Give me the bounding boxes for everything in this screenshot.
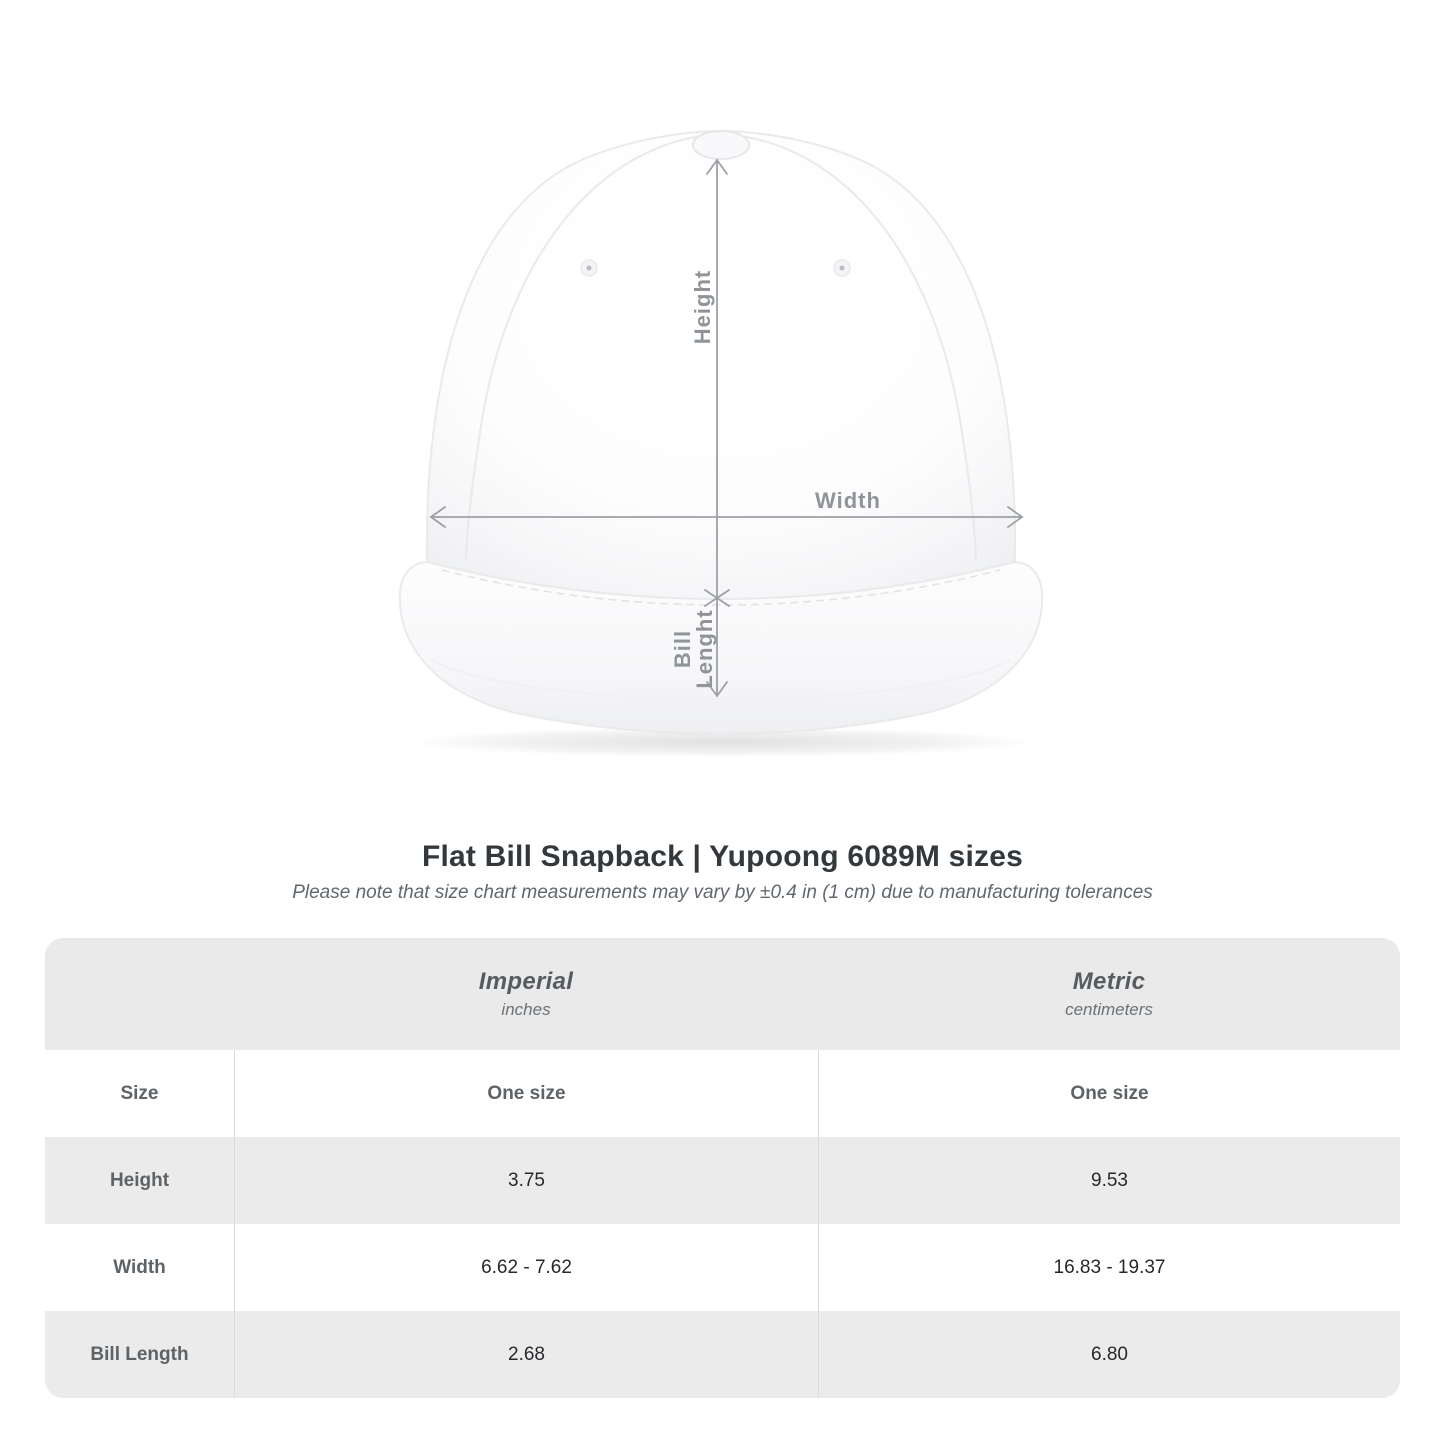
height-dimension-label: Height <box>690 269 715 345</box>
bill-length-imperial-value: 2.68 <box>234 1311 818 1398</box>
bill-length-dimension-label-line1: Bill <box>670 629 695 669</box>
imperial-column-unit: inches <box>501 1000 551 1019</box>
tolerance-note: Please note that size chart measurements may vary by ±0.4 in (1 cm) due to manufacturing tolerances <box>292 882 1153 903</box>
hat-left-eyelet <box>581 260 597 276</box>
row-label-height: Height <box>109 1169 170 1191</box>
height-metric-value: 9.53 <box>818 1137 1400 1224</box>
width-dimension-label: Width <box>815 488 881 513</box>
metric-column-unit: centimeters <box>1065 1000 1153 1019</box>
hat-top-button <box>693 131 749 159</box>
table-row-width <box>45 1224 1400 1311</box>
table-row-size <box>45 1050 1400 1137</box>
imperial-column-label: Imperial <box>478 968 574 995</box>
page-title: Flat Bill Snapback | Yupoong 6089M sizes <box>421 840 1023 873</box>
metric-column-label: Metric <box>1072 968 1146 995</box>
bill-length-metric-value: 6.80 <box>818 1311 1400 1398</box>
height-imperial-value: 3.75 <box>234 1137 818 1224</box>
size-table <box>45 938 1400 1398</box>
size-table-header <box>45 938 1400 1050</box>
size-metric-value: One size <box>818 1050 1400 1137</box>
bill-length-dimension-label-line2: Lenght <box>692 609 717 689</box>
hat-right-eyelet <box>834 260 850 276</box>
table-row-height <box>45 1137 1400 1224</box>
width-metric-value: 16.83 - 19.37 <box>818 1224 1400 1311</box>
width-imperial-value: 6.62 - 7.62 <box>234 1224 818 1311</box>
row-label-width: Width <box>113 1256 166 1278</box>
row-label-size: Size <box>120 1082 159 1104</box>
metric-column-header <box>818 968 1400 1020</box>
imperial-column-header <box>234 968 818 1020</box>
hat-crown <box>427 131 1015 599</box>
table-row-bill-length <box>45 1311 1400 1398</box>
row-label-bill-length: Bill Length <box>90 1343 189 1365</box>
chart-header <box>0 840 1445 904</box>
size-imperial-value: One size <box>234 1050 818 1137</box>
